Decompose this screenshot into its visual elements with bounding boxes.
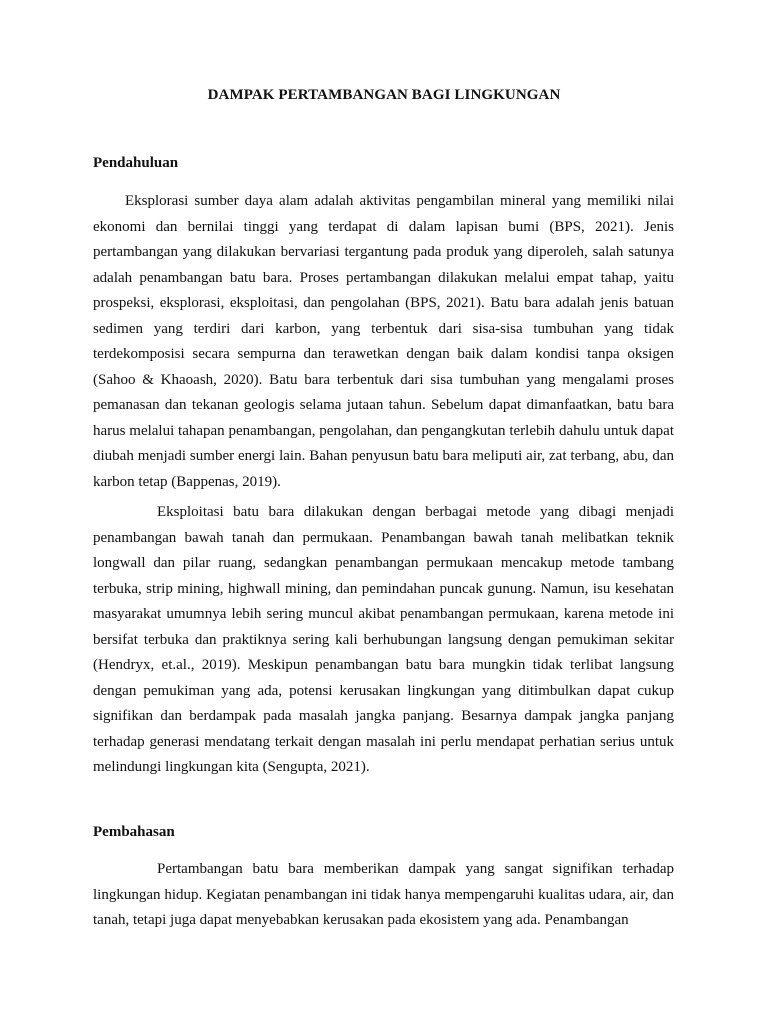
paragraph-intro-1: Eksplorasi sumber daya alam adalah aktivitas pengambilan mineral yang memiliki nilai ekonomi dan bernilai tinggi yang terdapat di dalam lapisan bumi (BPS, 2021). Jenis pertambangan yang dilakukan bervariasi tergantung pada produk yang diperoleh, salah satunya adalah penambangan batu bara. Proses pertambangan dilakukan melalui empat tahap, yaitu prospeksi, eksplorasi, eksploitasi, dan pengolahan (BPS, 2021). Batu bara adalah jenis batuan sedimen yang terdiri dari karbon, yang terbentuk dari sisa-sisa tumbuhan yang tidak terdekomposisi secara sempurna dan terawetkan dengan baik dalam kondisi tanpa oksigen (Sahoo & Khaoash, 2020). Batu bara terbentuk dari sisa tumbuhan yang mengalami proses pemanasan dan tekanan geologis selama jutaan tahun. Sebelum dapat dimanfaatkan, batu bara harus melalui tahapan penambangan, pengolahan, dan pengangkutan terlebih dahulu untuk dapat diubah menjadi sumber energi lain. Bahan penyusun batu bara meliputi air, zat terbang, abu, dan karbon tetap (Bappenas, 2019).: [93, 193, 674, 490]
section-heading-pembahasan: Pembahasan: [93, 824, 175, 840]
section-heading-pendahuluan: Pendahuluan: [93, 155, 179, 171]
paragraph-discussion-1: Pertambangan batu bara memberikan dampak yang sangat signifikan terhadap lingkungan hidup. Kegiatan penambangan ini tidak hanya mempengaruhi kualitas udara, air, dan tanah, tetapi juga dapat menyebabkan kerusakan pada ekosistem yang ada. Penambangan: [93, 861, 674, 928]
document-title: DAMPAK PERTAMBANGAN BAGI LINGKUNGAN: [207, 87, 561, 103]
paragraph-intro-2: Eksploitasi batu bara dilakukan dengan berbagai metode yang dibagi menjadi penambangan bawah tanah dan permukaan. Penambangan bawah tanah melibatkan teknik longwall dan pilar ruang, sedangkan penambangan permukaan mencakup metode tambang terbuka, strip mining, highwall mining, dan pemindahan puncak gunung. Namun, isu kesehatan masyarakat umumnya lebih sering muncul akibat penambangan permukaan, karena metode ini bersifat terbuka dan praktiknya sering kali berhubungan langsung dengan pemukiman sekitar (Hendryx, et.al., 2019). Meskipun penambangan batu bara mungkin tidak terlibat langsung dengan pemukiman yang ada, potensi kerusakan lingkungan yang ditimbulkan dapat cukup signifikan dan berdampak pada masalah jangka panjang. Besarnya dampak jangka panjang terhadap generasi mendatang terkait dengan masalah ini perlu mendapat perhatian serius untuk melindungi lingkungan kita (Sengupta, 2021).: [93, 504, 674, 775]
